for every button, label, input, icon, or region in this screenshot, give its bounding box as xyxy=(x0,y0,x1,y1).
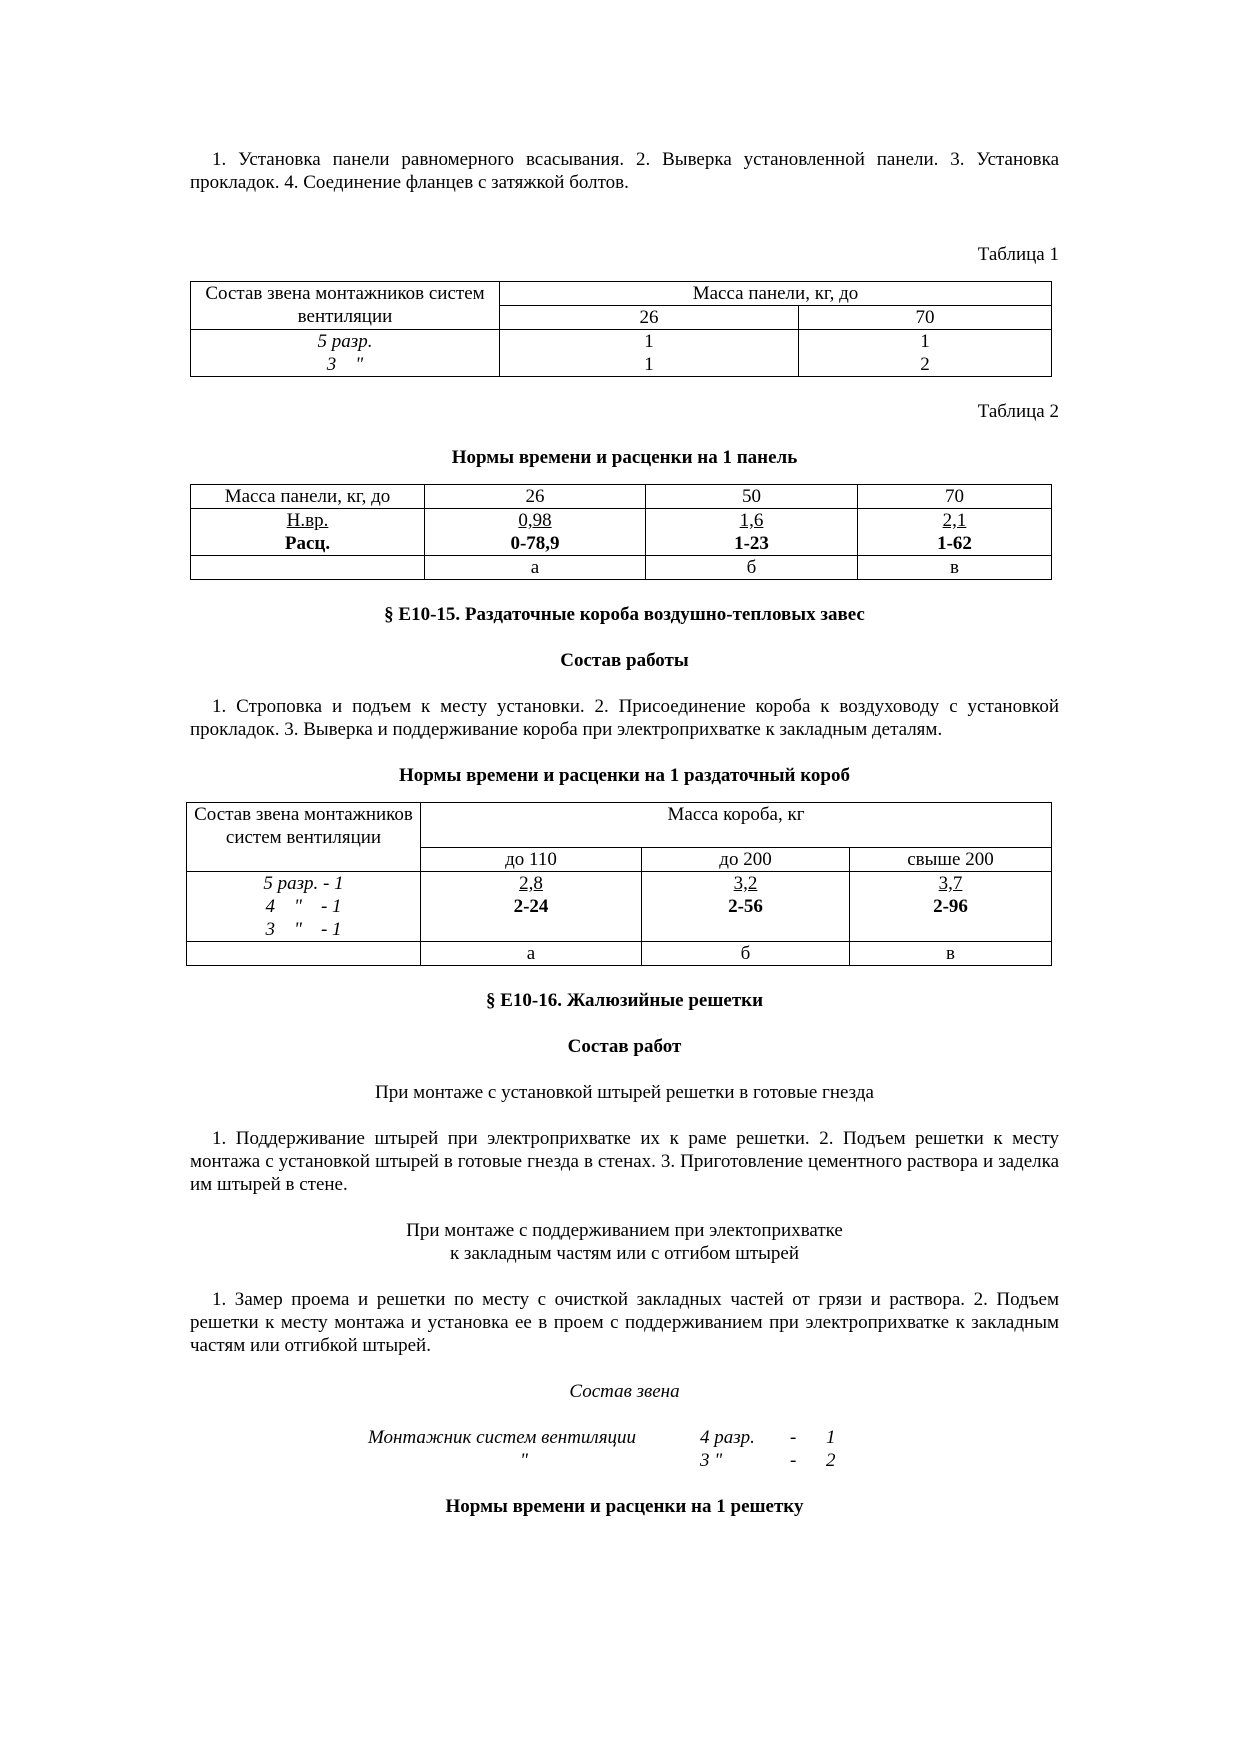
table3-value-cell xyxy=(850,872,1052,942)
crew-count: 2 xyxy=(826,1450,836,1471)
section16-subheading-1: При монтаже с установкой штырей решетки в готовые гнезда xyxy=(375,1082,874,1103)
table2-col: 70 xyxy=(858,485,1052,509)
rasc-value: 1-62 xyxy=(937,533,972,554)
table3-value-cell xyxy=(421,872,642,942)
table3-crew-header: Состав звена монтажников систем вентиляции xyxy=(187,803,421,872)
table3-crew-line: 5 разр. - 1 xyxy=(263,873,344,894)
table2-value-cell xyxy=(858,509,1052,556)
intro-paragraph: 1. Установка панели равномерного всасывания. 2. Выверка установленной панели. 3. Установка прокладок. 4. Соединение фланцев с затяжкой болтов. xyxy=(190,149,1059,193)
table1-col-26: 26 xyxy=(500,306,799,330)
table1-crew-header: Состав звена монтажников систем вентиляции xyxy=(191,282,500,330)
table3-letter: б xyxy=(642,942,850,966)
table2-empty-cell xyxy=(191,556,425,580)
table1-crew-cell xyxy=(191,330,500,377)
table2-mass-header: Масса панели, кг, до xyxy=(191,485,425,509)
table3-col: до 200 xyxy=(642,848,850,872)
table2-value-cell xyxy=(646,509,858,556)
crew-heading: Состав звена xyxy=(569,1381,680,1402)
table2-letter: в xyxy=(858,556,1052,580)
crew-list xyxy=(368,1426,836,1472)
table2-col: 50 xyxy=(646,485,858,509)
rasc-value: 0-78,9 xyxy=(510,533,560,554)
crew-count: 1 xyxy=(826,1427,836,1448)
hvr-label: Н.вр. xyxy=(286,510,329,531)
crew-grade: 3 " xyxy=(700,1450,723,1471)
crew-dash: - xyxy=(790,1450,797,1471)
table3-col: свыше 200 xyxy=(850,848,1052,872)
crew-dash: - xyxy=(790,1427,797,1448)
table3-crew-line: 4 " - 1 xyxy=(265,896,342,917)
table2-label-cell xyxy=(191,509,425,556)
hvr-value: 0,98 xyxy=(518,510,552,531)
table1-value: 1 xyxy=(644,354,654,375)
table1-row-label: 5 разр. xyxy=(317,331,373,352)
table3-empty-cell xyxy=(187,942,421,966)
table1-value: 2 xyxy=(920,354,930,375)
hvr-value: 3,2 xyxy=(733,873,758,894)
table3-col: до 110 xyxy=(421,848,642,872)
table1-value: 1 xyxy=(644,331,654,352)
section16-subheading-2-line1: При монтаже с поддерживанием при электоприхватке xyxy=(406,1220,843,1241)
section16-subheading-2-line2: к закладным частям или с отгибом штырей xyxy=(449,1243,800,1264)
table3-crew-cell xyxy=(187,872,421,942)
hvr-value: 2,8 xyxy=(519,873,543,894)
section15-paragraph: 1. Строповка и подъем к месту установки. 2. Присоединение короба к воздуховоду с установкой прокладок. 3. Выверка и поддерживание короба при электроприхватке к закладным деталям. xyxy=(190,696,1059,740)
table3-mass-header: Масса короба, кг xyxy=(421,803,1052,848)
table1-col2-cell xyxy=(799,330,1052,377)
table2-letter: а xyxy=(425,556,646,580)
table1-col1-cell xyxy=(500,330,799,377)
crew-grade: 4 разр. xyxy=(700,1427,755,1448)
table2-col: 26 xyxy=(425,485,646,509)
crew-row xyxy=(368,1449,836,1472)
table3-crew-line: 3 " - 1 xyxy=(265,919,342,940)
crew-name: Монтажник систем вентиляции xyxy=(368,1427,637,1448)
table2-caption: Таблица 2 xyxy=(977,401,1059,422)
rasc-value: 2-24 xyxy=(513,896,549,917)
document-page xyxy=(190,148,1059,1518)
table2-value-cell xyxy=(425,509,646,556)
section16-paragraph-1: 1. Поддерживание штырей при электроприхватке их к раме решетки. 2. Подъем решетки к месту монтажа с установкой штырей в готовые гнезда в стенах. 3. Приготовление цементного раствора и заделка им штырей в стене. xyxy=(190,1128,1059,1195)
table3-letter: а xyxy=(421,942,642,966)
section16-norms-title: Нормы времени и расценки на 1 решетку xyxy=(445,1496,804,1517)
hvr-value: 1,6 xyxy=(739,510,764,531)
section16-subheading-2 xyxy=(190,1219,1059,1265)
table3 xyxy=(186,802,1052,966)
table2-title: Нормы времени и расценки на 1 панель xyxy=(451,447,798,468)
crew-row xyxy=(368,1426,836,1449)
rasc-value: 2-96 xyxy=(933,896,968,917)
section16-work-heading: Состав работ xyxy=(567,1036,682,1057)
table1-row-label: 3 " xyxy=(326,354,364,375)
crew-name: " xyxy=(520,1450,528,1471)
section15-heading: § Е10-15. Раздаточные короба воздушно-тепловых завес xyxy=(384,604,865,625)
hvr-value: 2,1 xyxy=(942,510,967,531)
rasc-label: Расц. xyxy=(284,533,331,554)
table1-value: 1 xyxy=(920,331,930,352)
table2-letter: б xyxy=(646,556,858,580)
section16-paragraph-2: 1. Замер проема и решетки по месту с очисткой закладных частей от грязи и раствора. 2. Подъем решетки к месту монтажа и установка ее в проем с поддерживанием при электроприхватке к закладным частям или отгибкой штырей. xyxy=(190,1289,1059,1356)
table3-value-cell xyxy=(642,872,850,942)
section15-work-heading: Состав работы xyxy=(560,650,689,671)
rasc-value: 2-56 xyxy=(728,896,763,917)
table1-mass-header: Масса панели, кг, до xyxy=(500,282,1052,306)
section15-norms-title: Нормы времени и расценки на 1 раздаточный короб xyxy=(398,765,850,786)
table1-col-70: 70 xyxy=(799,306,1052,330)
table1 xyxy=(190,281,1052,377)
table3-letter: в xyxy=(850,942,1052,966)
table2 xyxy=(190,484,1052,580)
rasc-value: 1-23 xyxy=(734,533,769,554)
section16-heading: § Е10-16. Жалюзийные решетки xyxy=(485,990,764,1011)
table1-caption: Таблица 1 xyxy=(977,244,1059,265)
hvr-value: 3,7 xyxy=(938,873,963,894)
